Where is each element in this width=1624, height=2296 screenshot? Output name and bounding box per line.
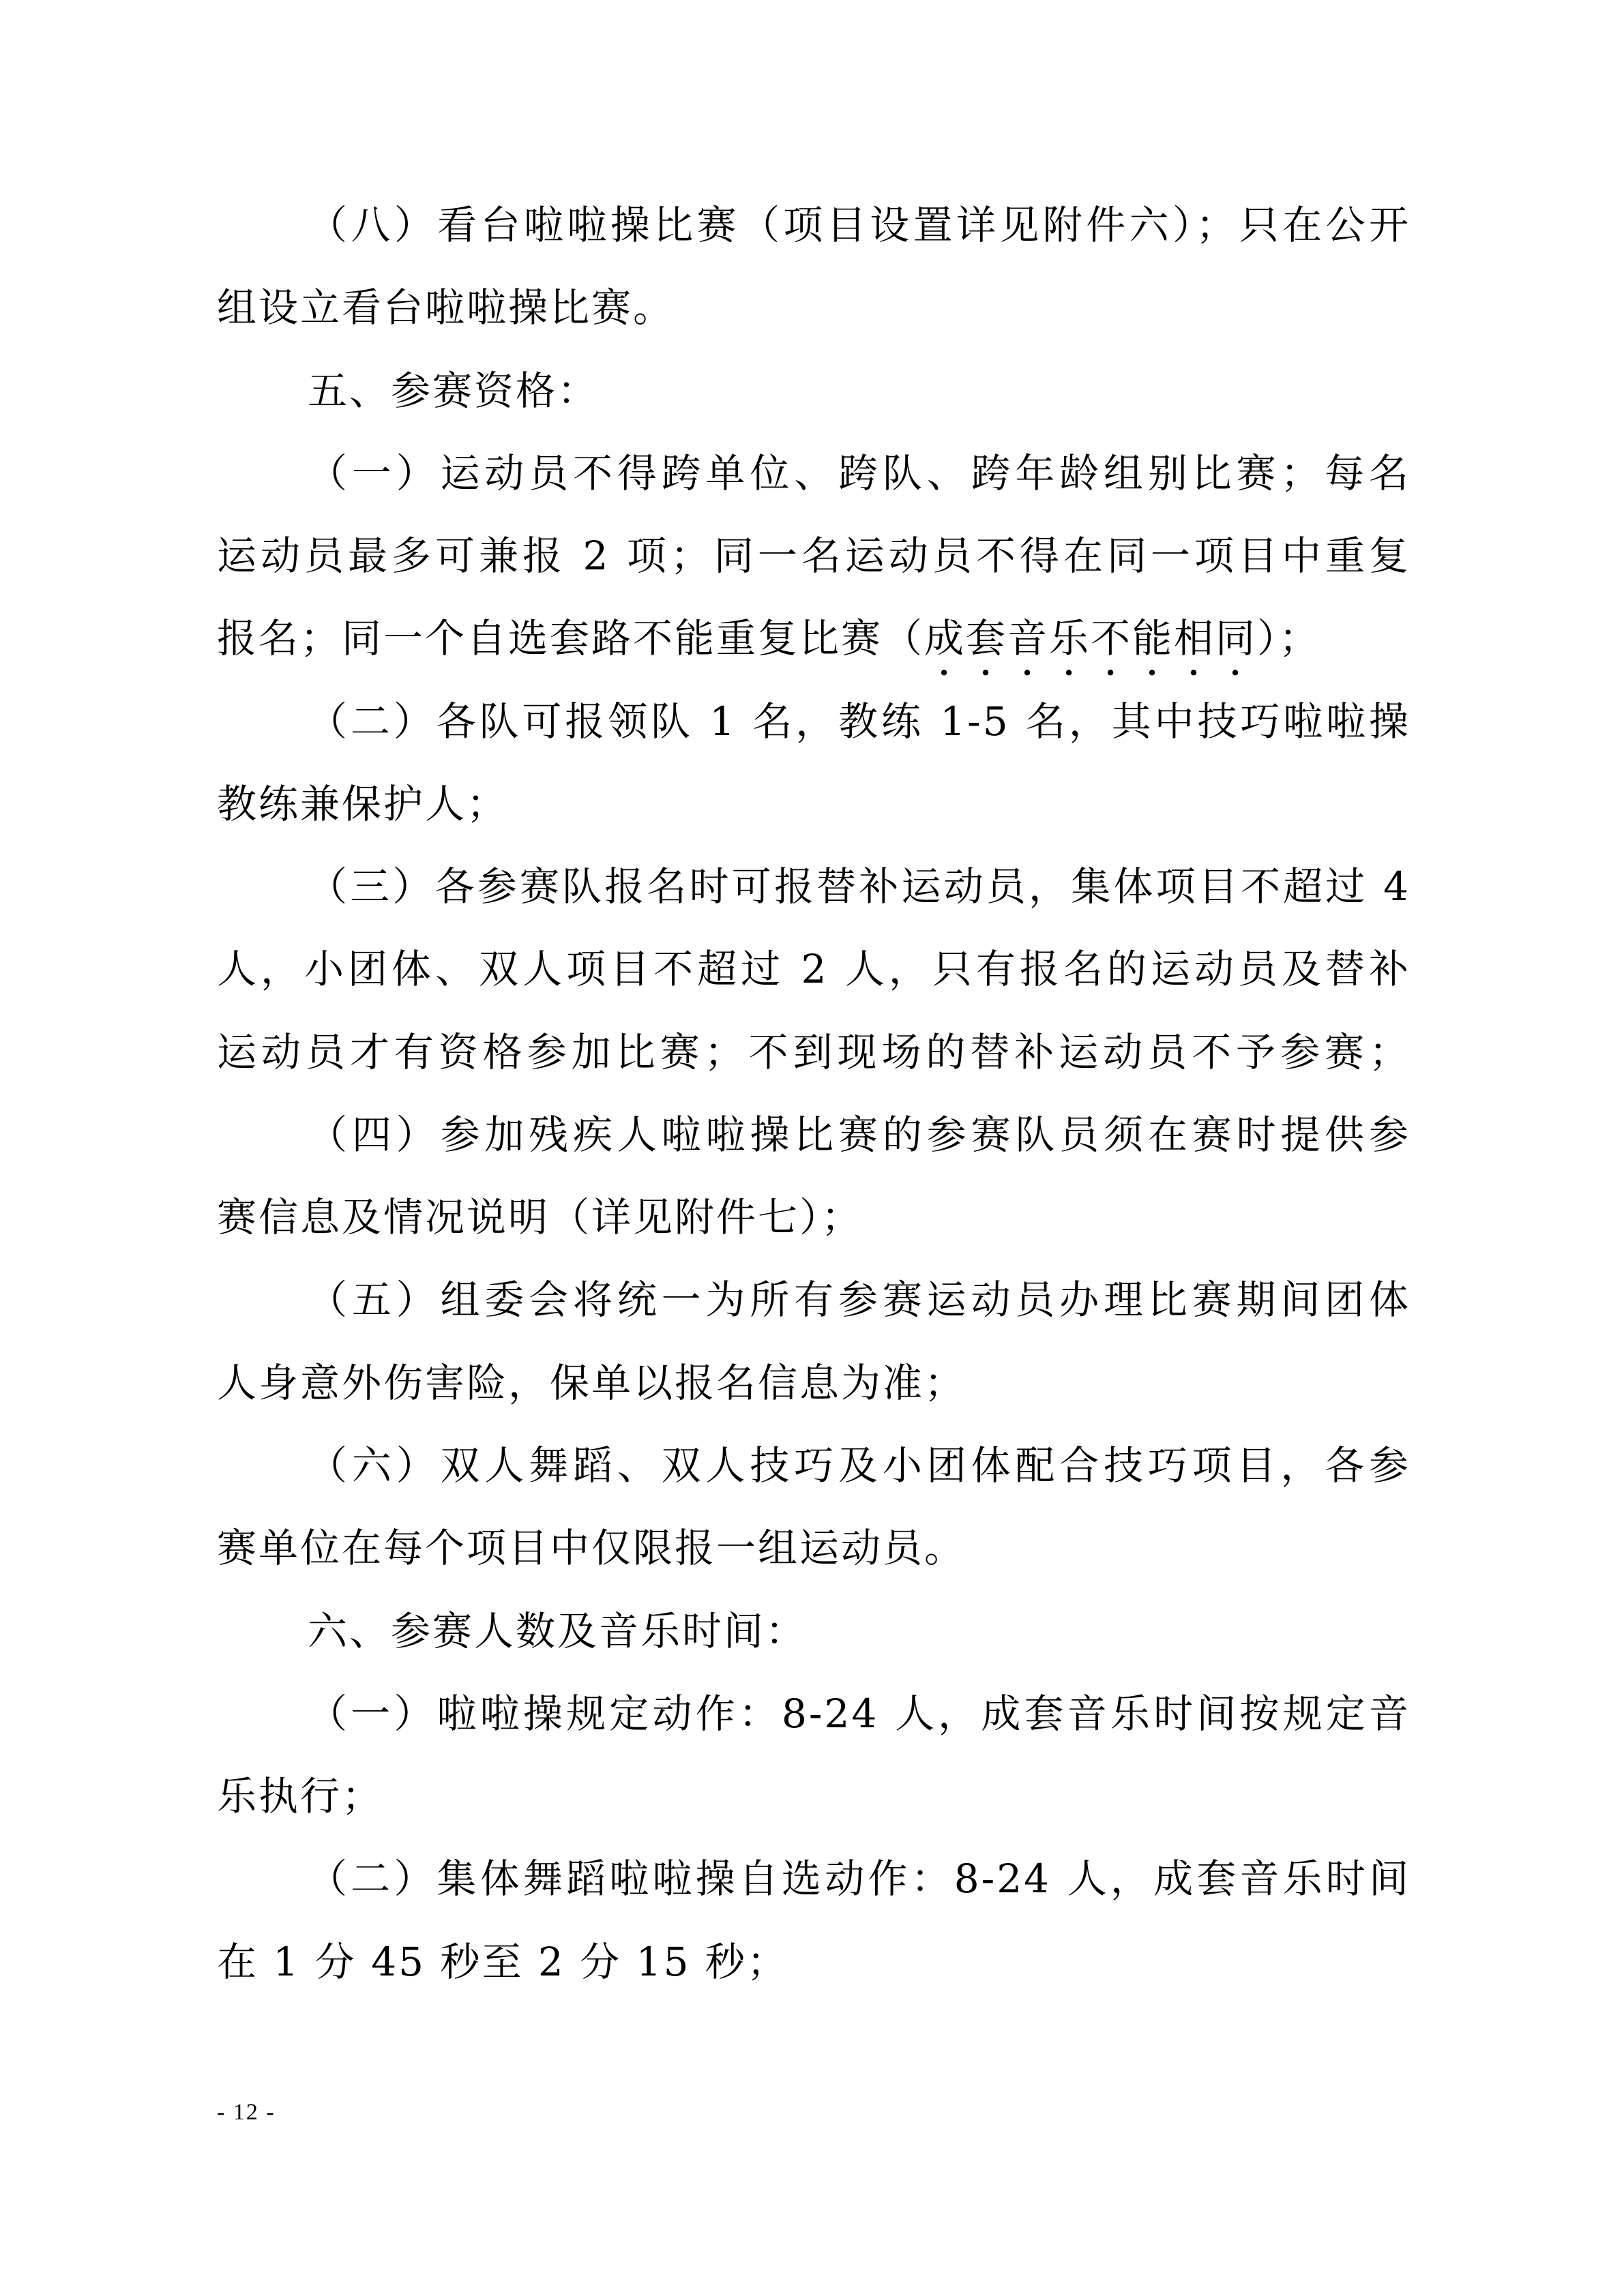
text-line: （一）啦啦操规定动作：8-24 人，成套音乐时间按规定音 — [308, 1690, 1411, 1737]
emphasized-text: （成套音乐不能相同） — [883, 615, 1280, 661]
page-number: - 12 - — [217, 2100, 276, 2125]
text-line: 运动员才有资格参加比赛；不到现场的替补运动员不予参赛； — [217, 1029, 1411, 1075]
text-line: 在 1 分 45 秒至 2 分 15 秒； — [217, 1939, 788, 1985]
text-line: （二）各队可报领队 1 名，教练 1-5 名，其中技巧啦啦操 — [308, 698, 1411, 745]
text-line: （四）参加残疾人啦啦操比赛的参赛队员须在赛时提供参 — [308, 1112, 1411, 1158]
section-heading: 六、参赛人数及音乐时间： — [308, 1608, 808, 1654]
text-line: （一）运动员不得跨单位、跨队、跨年龄组别比赛；每名 — [308, 450, 1411, 496]
text-line: 赛单位在每个项目中仅限报一组运动员。 — [217, 1525, 966, 1571]
text-line: 运动员最多可兼报 2 项；同一名运动员不得在同一项目中重复 — [217, 533, 1411, 579]
text-line: 乐执行； — [217, 1773, 384, 1819]
text-line-with-emphasis — [217, 611, 1411, 666]
text-line: （八）看台啦啦操比赛（项目设置详见附件六）；只在公开 — [308, 202, 1411, 248]
text-line: （二）集体舞蹈啦啦操自选动作：8-24 人，成套音乐时间 — [308, 1855, 1411, 1902]
text-line: 人，小团体、双人项目不超过 2 人，只有报名的运动员及替补 — [217, 946, 1411, 992]
text-segment: 报名；同一个自选套路不能重复比赛 — [217, 615, 883, 661]
text-line: 赛信息及情况说明（详见附件七）； — [217, 1194, 863, 1240]
text-line: 组设立看台啦啦操比赛。 — [217, 284, 675, 331]
text-line: （六）双人舞蹈、双人技巧及小团体配合技巧项目，各参 — [308, 1442, 1411, 1489]
text-line: （三）各参赛队报名时可报替补运动员，集体项目不超过 4 — [308, 863, 1411, 910]
text-line: 人身意外伤害险，保单以报名信息为准； — [217, 1360, 966, 1406]
text-segment: ； — [1279, 615, 1321, 661]
section-heading: 五、参赛资格： — [308, 368, 600, 414]
text-line: 教练兼保护人； — [217, 781, 509, 827]
text-line: （五）组委会将统一为所有参赛运动员办理比赛期间团体 — [308, 1277, 1411, 1323]
